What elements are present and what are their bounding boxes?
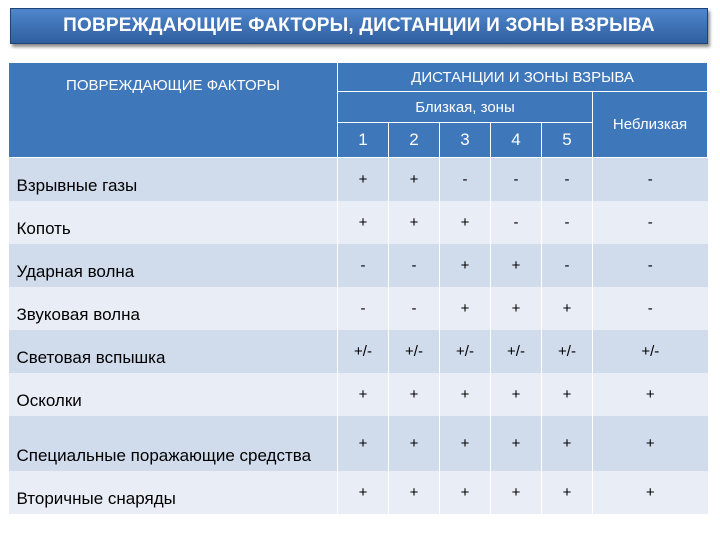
table-cell: + [542,287,593,330]
table-cell: - [593,244,708,287]
table-cell: + [440,244,491,287]
row-label: Ударная волна [9,244,338,287]
table-cell: + [491,416,542,471]
table-row [9,330,708,373]
table-cell: + [338,373,389,416]
row-label: Световая вспышка [9,330,338,373]
header-zone-1: 1 [338,123,389,158]
table-row [9,158,708,201]
table-cell: + [338,416,389,471]
row-label: Копоть [9,201,338,244]
row-label: Осколки [9,373,338,416]
table-cell: + [593,416,708,471]
header-distances: ДИСТАНЦИИ И ЗОНЫ ВЗРЫВА [338,63,708,92]
row-label: Вторичные снаряды [9,471,338,514]
header-zone-4: 4 [491,123,542,158]
table-row [9,373,708,416]
table-cell: + [440,201,491,244]
table-cell: + [338,471,389,514]
table-cell: + [440,471,491,514]
table-cell: - [593,287,708,330]
row-label: Звуковая волна [9,287,338,330]
table-cell: +/- [542,330,593,373]
table-cell: +/- [491,330,542,373]
table-cell: - [338,287,389,330]
header-zone-5: 5 [542,123,593,158]
table-cell: + [440,416,491,471]
table-cell: + [440,287,491,330]
table-row [9,244,708,287]
table-row [9,201,708,244]
table-cell: - [440,158,491,201]
table-cell: - [389,287,440,330]
table-cell: + [542,373,593,416]
table-cell: + [338,201,389,244]
table-cell: +/- [440,330,491,373]
page-title: ПОВРЕЖДАЮЩИЕ ФАКТОРЫ, ДИСТАНЦИИ И ЗОНЫ ВЗРЫВА [10,8,708,44]
header-far: Неблизкая [593,92,708,158]
table-row [9,416,708,471]
table-cell: - [593,201,708,244]
table-cell: - [389,244,440,287]
table-cell: + [491,287,542,330]
table-cell: + [491,244,542,287]
table-cell: - [542,158,593,201]
table-cell: + [593,373,708,416]
header-factors: ПОВРЕЖДАЮЩИЕ ФАКТОРЫ [9,63,338,158]
table-cell: - [491,158,542,201]
table-cell: + [389,158,440,201]
table-row [9,287,708,330]
explosion-factors-table [8,62,708,514]
table-cell: + [542,416,593,471]
table-cell: + [389,201,440,244]
row-label: Взрывные газы [9,158,338,201]
table-cell: - [338,244,389,287]
table-cell: + [542,471,593,514]
header-zone-3: 3 [440,123,491,158]
table-cell: + [389,416,440,471]
table-cell: + [440,373,491,416]
table-cell: + [389,373,440,416]
table-cell: + [593,471,708,514]
table-cell: + [389,471,440,514]
header-zone-2: 2 [389,123,440,158]
table-cell: - [542,244,593,287]
table-cell: +/- [593,330,708,373]
table-cell: + [491,373,542,416]
table-cell: - [491,201,542,244]
table-cell: + [338,158,389,201]
table-cell: +/- [389,330,440,373]
row-label: Специальные поражающие средства [9,416,338,471]
header-near-zones: Близкая, зоны [338,92,593,123]
table-cell: +/- [338,330,389,373]
table-cell: - [542,201,593,244]
table-cell: + [491,471,542,514]
table-row [9,471,708,514]
table-cell: - [593,158,708,201]
